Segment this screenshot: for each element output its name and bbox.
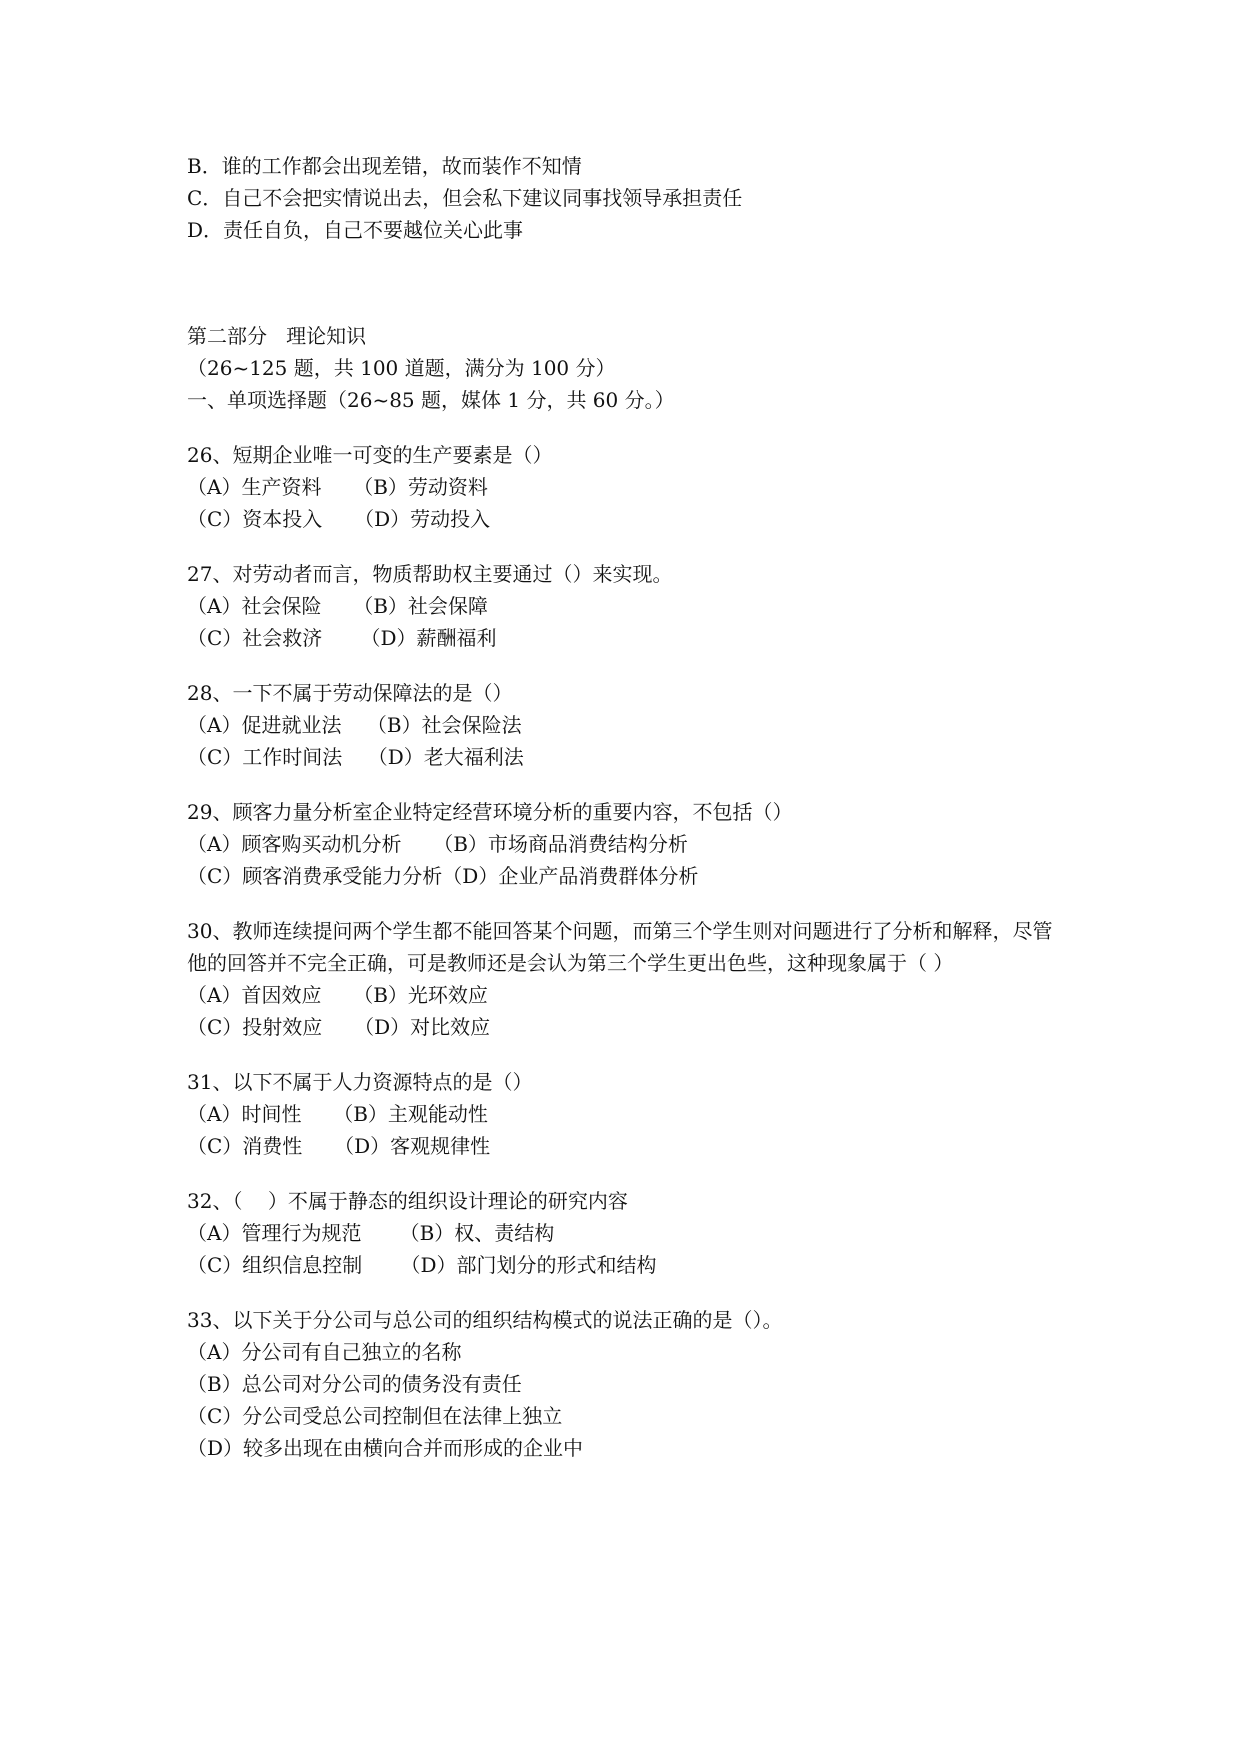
question-30-options-1: （A）首因效应 （B）光环效应 (187, 983, 488, 1007)
question-30-stem: 30、教师连续提问两个学生都不能回答某个问题，而第三个学生则对问题进行了分析和解释，尽管他的回答并不完全正确，可是教师还是会认为第三个学生更出色些，这种现象属于（ ） (187, 919, 1053, 975)
question-26-stem: 26、短期企业唯一可变的生产要素是（） (187, 443, 553, 467)
spacer (187, 246, 1067, 320)
question-33-option-d: （D）较多出现在由横向合并而形成的企业中 (187, 1436, 584, 1460)
spacer (187, 535, 1067, 558)
question-33-option-c: （C）分公司受总公司控制但在法律上独立 (187, 1404, 563, 1428)
question-26-options-1: （A）生产资料 （B）劳动资料 (187, 475, 488, 499)
section-heading: 一、单项选择题（26~85 题，媒体 1 分，共 60 分。） (187, 388, 675, 412)
spacer (187, 654, 1067, 677)
question-29-stem: 29、顾客力量分析室企业特定经营环境分析的重要内容，不包括（） (187, 800, 793, 824)
spacer (187, 1162, 1067, 1185)
question-28-options-2: （C）工作时间法 （D）老大福利法 (187, 745, 524, 769)
question-31-stem: 31、以下不属于人力资源特点的是（） (187, 1070, 533, 1094)
question-28-stem: 28、一下不属于劳动保障法的是（） (187, 681, 513, 705)
question-27-options-1: （A）社会保险 （B）社会保障 (187, 594, 488, 618)
question-29-options-2: （C）顾客消费承受能力分析（D）企业产品消费群体分析 (187, 864, 699, 888)
section-title: 第二部分 理论知识 (187, 324, 367, 348)
intro-option-d: D．责任自负，自己不要越位关心此事 (187, 218, 524, 242)
spacer (187, 892, 1067, 915)
page-content (187, 150, 1067, 1464)
spacer (187, 1281, 1067, 1304)
question-29-options-1: （A）顾客购买动机分析 （B）市场商品消费结构分析 (187, 832, 688, 856)
spacer (187, 773, 1067, 796)
intro-option-c: C．自己不会把实情说出去，但会私下建议同事找领导承担责任 (187, 186, 743, 210)
question-33-option-a: （A）分公司有自己独立的名称 (187, 1340, 462, 1364)
spacer (187, 1043, 1067, 1066)
question-32-options-2: （C）组织信息控制 （D）部门划分的形式和结构 (187, 1253, 657, 1277)
question-31-options-1: （A）时间性 （B）主观能动性 (187, 1102, 488, 1126)
question-27-options-2: （C）社会救济 （D）薪酬福利 (187, 626, 497, 650)
spacer (187, 416, 1067, 439)
question-31-options-2: （C）消费性 （D）客观规律性 (187, 1134, 491, 1158)
question-32-options-1: （A）管理行为规范 （B）权、责结构 (187, 1221, 555, 1245)
question-32-stem: 32、（ ）不属于静态的组织设计理论的研究内容 (187, 1189, 628, 1213)
question-26-options-2: （C）资本投入 （D）劳动投入 (187, 507, 491, 531)
question-27-stem: 27、对劳动者而言，物质帮助权主要通过（）来实现。 (187, 562, 673, 586)
intro-option-b: B．谁的工作都会出现差错，故而装作不知情 (187, 154, 582, 178)
question-33-stem: 33、以下关于分公司与总公司的组织结构模式的说法正确的是（）。 (187, 1308, 783, 1332)
question-33-option-b: （B）总公司对分公司的债务没有责任 (187, 1372, 522, 1396)
question-28-options-1: （A）促进就业法 （B）社会保险法 (187, 713, 522, 737)
section-subtitle: （26~125 题，共 100 道题，满分为 100 分） (187, 356, 616, 380)
question-30-options-2: （C）投射效应 （D）对比效应 (187, 1015, 491, 1039)
